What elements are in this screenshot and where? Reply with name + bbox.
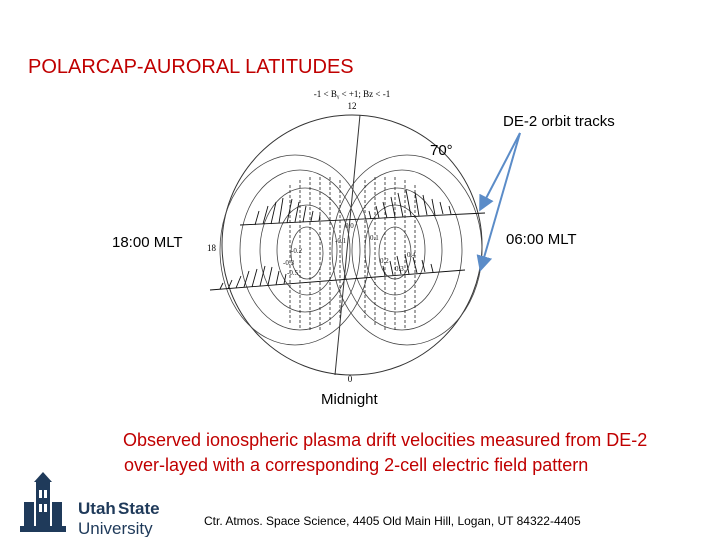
caption-line-1: Observed ionospheric plasma drift velocities measured from DE-2 <box>123 430 648 450</box>
dawn-mlt-label: 06:00 MLT <box>506 231 577 248</box>
contour-label: 0.0 <box>345 222 354 230</box>
footer-address: Ctr. Atmos. Space Science, 4405 Old Main Hill, Logan, UT 84322-4405 <box>204 514 581 528</box>
imf-condition-label: -1 < Bᵧ < +1; Bᴢ < -1 <box>313 89 391 99</box>
contour-label: -0.1 <box>335 237 347 245</box>
orbit-tracks-label: DE-2 orbit tracks <box>503 113 615 130</box>
contour-label: 0.4 <box>407 251 416 259</box>
latitude-70-label: 70° <box>430 142 453 159</box>
contour-label: 0.2 <box>380 257 389 265</box>
contour-label: -0.2 <box>291 247 303 255</box>
logo-state-text: State <box>118 499 160 518</box>
mlt-18-label: 18 <box>207 243 216 253</box>
logo-university-text: University <box>78 519 153 537</box>
contour-label: 0.1 <box>370 234 379 242</box>
contour-label: 0.3 <box>395 265 404 273</box>
arrow-to-upper-track <box>481 133 520 208</box>
logo-utah-text: Utah <box>78 499 116 518</box>
midnight-label: Midnight <box>321 391 378 408</box>
caption-line-2: over-layed with a corresponding 2-cell electric field pattern <box>124 455 589 475</box>
contour-label: -0.3 <box>283 259 295 267</box>
mlt-12-label: 12 <box>347 101 357 111</box>
slide-title: POLARCAP-AURORAL LATITUDES <box>28 56 354 78</box>
mlt-0-label: 0 <box>347 374 353 384</box>
dusk-mlt-label: 18:00 MLT <box>112 234 183 251</box>
contour-label: -0.5 <box>287 269 299 277</box>
old-main-tower-icon <box>20 472 66 532</box>
utah-state-university-logo <box>20 472 185 537</box>
